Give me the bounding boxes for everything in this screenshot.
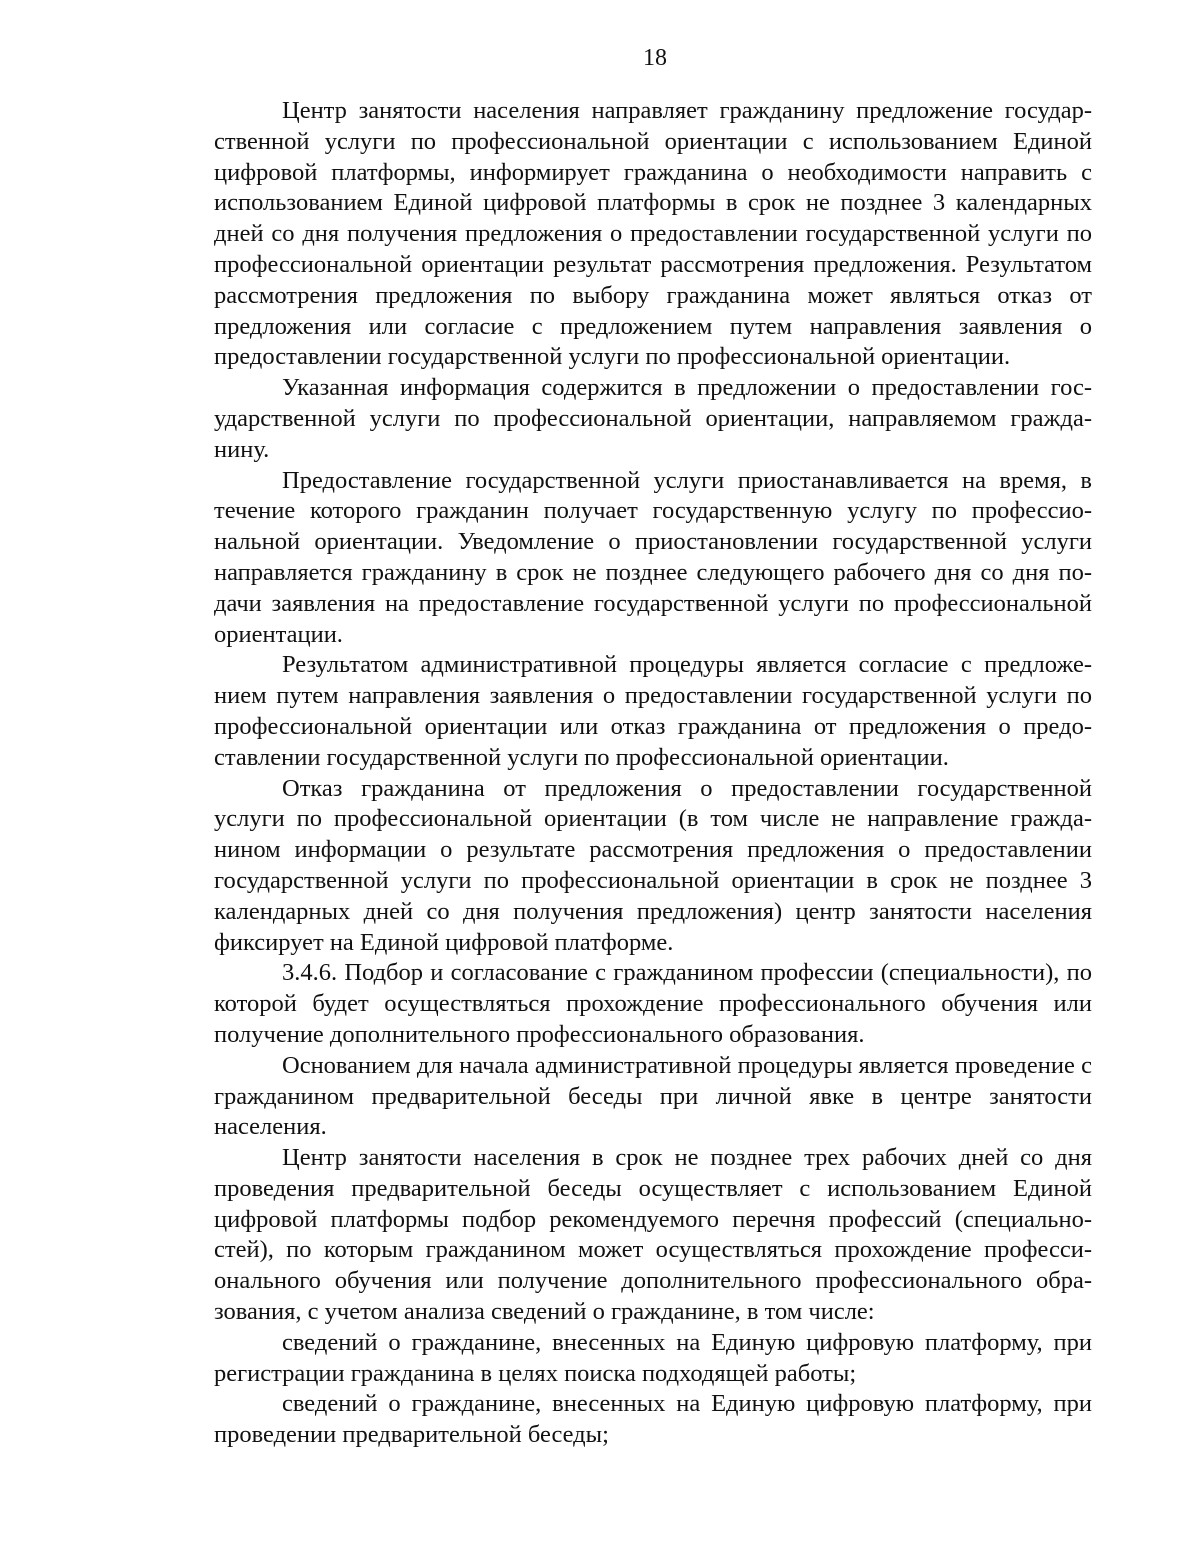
paragraph-proposal-sent: Центр занятости населения направляет гражданину предложение государственной услуги по профессиональной ориентации с использованием Единой цифровой платформы, информирует гражданина о необходимости направить с использованием Единой цифровой платформы в срок не позднее 3 календарных дней со дня получения предложения о предоставлении государственной услуги по профессиональной ориентации результат рассмотрения предложения. Результатом рассмотрения предложения по выбору гражданина может являться отказ от предложения или согласие с предложением путем направления заявления о предоставлении государственной услуги по профессиональной ориентации. — [214, 97, 1092, 371]
paragraph-selection: Центр занятости населения в срок не позднее трех рабочих дней со дня проведения предварительной беседы осуществляет с использованием Единой цифровой платформы подбор рекомендуемого перечня профессий (специальностей), по которым гражданином может осуществляться прохождение профессионального обучения или получение дополнительного профессионального образования, с учетом анализа сведений о гражданине, в том числе: — [214, 1144, 1092, 1326]
paragraph-list-item-interview: сведений о гражданине, внесенных на Единую цифровую платформу, при проведении предварительной беседы; — [214, 1390, 1092, 1449]
paragraph-refusal: Отказ гражданина от предложения о предоставлении государственной услуги по профессиональной ориентации (в том числе не направление гражданином информации о результате рассмотрения предложения о предоставлении государственной услуги по профессиональной ориентации в срок не позднее 3 календарных дней со дня получения предложения) центр занятости населения фиксирует на Единой цифровой платформе. — [214, 774, 1092, 956]
paragraph-basis: Основанием для начала административной процедуры является проведение с гражданином предварительной беседы при личной явке в центре занятости населения. — [214, 1051, 1092, 1141]
page-number: 18 — [643, 45, 667, 71]
paragraph-list-item-registration: сведений о гражданине, внесенных на Единую цифровую платформу, при регистрации гражданина в целях поиска подходящей работы; — [214, 1328, 1092, 1387]
document-body — [214, 96, 1092, 1451]
paragraph-section-3-4-6: 3.4.6. Подбор и согласование с гражданином профессии (специальности), по которой будет осуществляться прохождение профессионального обучения или получение дополнительного профессионального образования. — [214, 959, 1092, 1048]
paragraph-service-suspended: Предоставление государственной услуги приостанавливается на время, в течение которого гражданин получает государственную услугу по профессиональной ориентации. Уведомление о приостановлении государственной услуги направляется гражданину в срок не позднее следующего рабочего дня со дня подачи заявления на предоставление государственной услуги по профессиональной ориентации. — [214, 466, 1092, 648]
paragraph-information-contained: Указанная информация содержится в предложении о предоставлении государственной услуги по профессиональной ориентации, направляемом гражданину. — [214, 374, 1092, 463]
paragraph-procedure-result: Результатом административной процедуры является согласие с предложением путем направления заявления о предоставлении государственной услуги по профессиональной ориентации или отказ гражданина от предложения о предоставлении государственной услуги по профессиональной ориентации. — [214, 651, 1092, 771]
